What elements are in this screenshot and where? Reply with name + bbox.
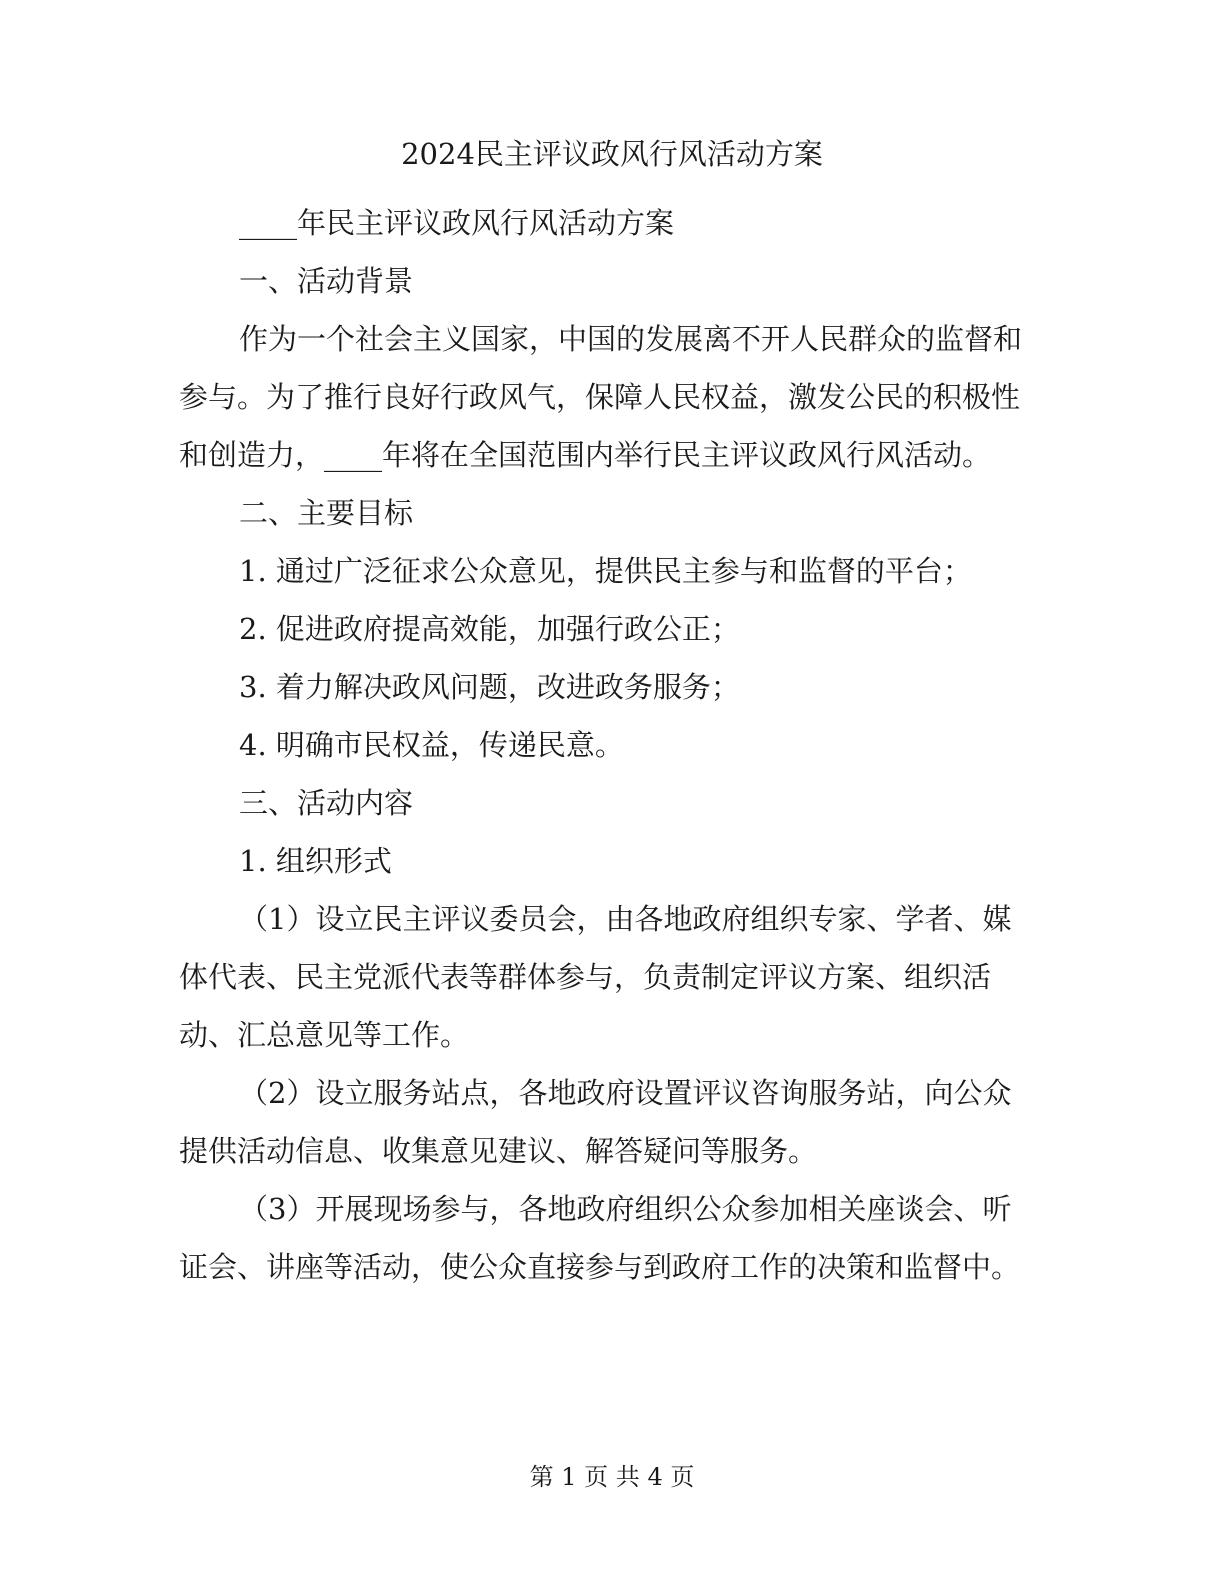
document-title: 2024民主评议政风行风活动方案	[401, 137, 823, 171]
section-heading-goals: 二、主要目标	[239, 496, 414, 530]
background-paragraph: 作为一个社会主义国家，中国的发展离不开人民群众的监督和参与。为了推行良好行政风气，保障人民权益，激发公民的积极性和创造力，____年将在全国范围内举行民主评议政风行风活动。	[179, 322, 1023, 472]
goal-item: 4. 明确市民权益，传递民意。	[239, 728, 624, 762]
goal-item: 3. 着力解决政风问题，改进政务服务；	[239, 670, 740, 704]
section-heading-content: 三、活动内容	[239, 786, 414, 820]
section-heading-background: 一、活动背景	[239, 264, 414, 298]
document-subtitle: ____年民主评议政风行风活动方案	[239, 206, 675, 240]
organization-item: （2）设立服务站点，各地政府设置评议咨询服务站，向公众提供活动信息、收集意见建议、解答疑问等服务。	[179, 1076, 1012, 1168]
organization-item: （3）开展现场参与，各地政府组织公众参加相关座谈会、听证会、讲座等活动，使公众直接参与到政府工作的决策和监督中。	[179, 1192, 1021, 1284]
page-footer: 第 1 页 共 4 页	[529, 1463, 695, 1491]
goal-item: 2. 促进政府提高效能，加强行政公正；	[239, 612, 740, 646]
goal-item: 1. 通过广泛征求公众意见，提供民主参与和监督的平台；	[239, 554, 972, 588]
organization-item: （1）设立民主评议委员会，由各地政府组织专家、学者、媒体代表、民主党派代表等群体参与，负责制定评议方案、组织活动、汇总意见等工作。	[179, 902, 1012, 1052]
subsection-heading-organization: 1. 组织形式	[239, 844, 392, 878]
document-body	[179, 194, 1029, 1296]
